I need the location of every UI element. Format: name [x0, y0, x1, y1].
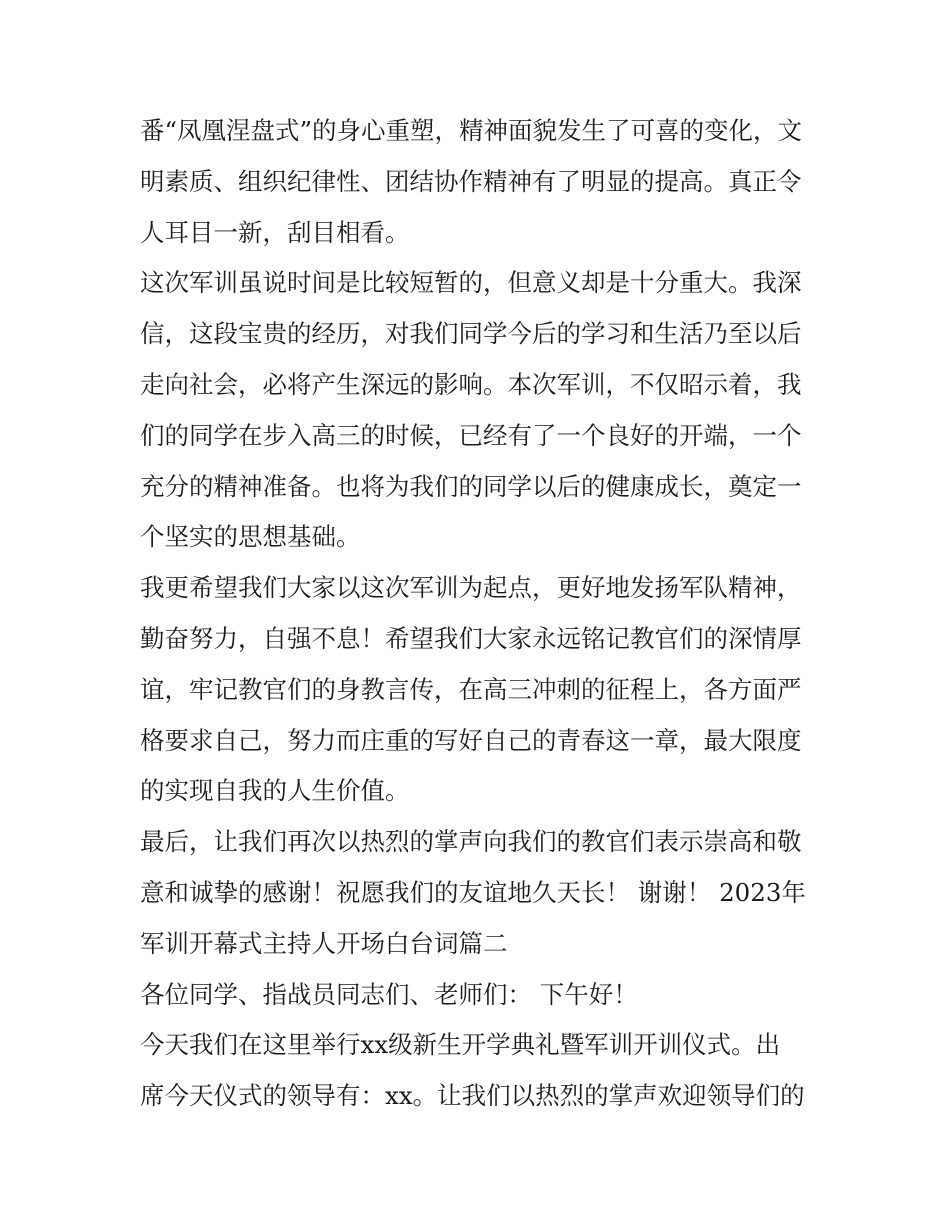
text-line: 这次军训虽说时间是比较短暂的，但意义却是十分重大。我深 — [140, 268, 802, 298]
greeting-line: 各位同学、指战员同志们、老师们： 下午好！ — [140, 979, 638, 1009]
text-line: 信，这段宝贵的经历，对我们同学今后的学习和生活乃至以后 — [140, 319, 802, 349]
text-line: 们的同学在步入高三的时候，已经有了一个良好的开端，一个 — [140, 420, 802, 450]
text-line: 席今天仪式的领导有：xx。让我们以热烈的掌声欢迎领导们的 — [140, 1081, 805, 1111]
text-line: 走向社会，必将产生深远的影响。本次军训，不仅昭示着，我 — [140, 369, 802, 399]
text-line: 充分的精神准备。也将为我们的同学以后的健康成长，奠定一 — [140, 471, 802, 501]
text-line: 我更希望我们大家以这次军训为起点，更好地发扬军队精神， — [140, 573, 802, 603]
text-line: 谊，牢记教官们的身教言传，在高三冲刺的征程上，各方面严 — [140, 674, 802, 704]
text-line: 的实现自我的人生价值。 — [140, 776, 410, 806]
text-line: 人耳目一新，刮目相看。 — [140, 217, 410, 247]
text-line: 个坚实的思想基础。 — [140, 522, 361, 552]
text-line: 格要求自己，努力而庄重的写好自己的青春这一章，最大限度 — [140, 725, 802, 755]
document-body — [140, 106, 820, 1122]
text-line: 勤奋努力，自强不息！希望我们大家永远铭记教官们的深情厚 — [140, 623, 802, 653]
text-line: 今天我们在这里举行xx级新生开学典礼暨军训开训仪式。出 — [140, 1030, 781, 1060]
text-line: 明素质、组织纪律性、团结协作精神有了明显的提高。真正令 — [140, 166, 802, 196]
text-line: 意和诚挚的感谢！祝愿我们的友谊地久天长！ 谢谢！ 2023年 — [140, 877, 806, 907]
text-line: 最后，让我们再次以热烈的掌声向我们的教官们表示崇高和敬 — [140, 827, 802, 857]
text-line: 番“凤凰涅盘式”的身心重塑，精神面貌发生了可喜的变化，文 — [140, 116, 803, 145]
section-heading-line: 军训开幕式主持人开场白台词篇二 — [140, 928, 508, 958]
